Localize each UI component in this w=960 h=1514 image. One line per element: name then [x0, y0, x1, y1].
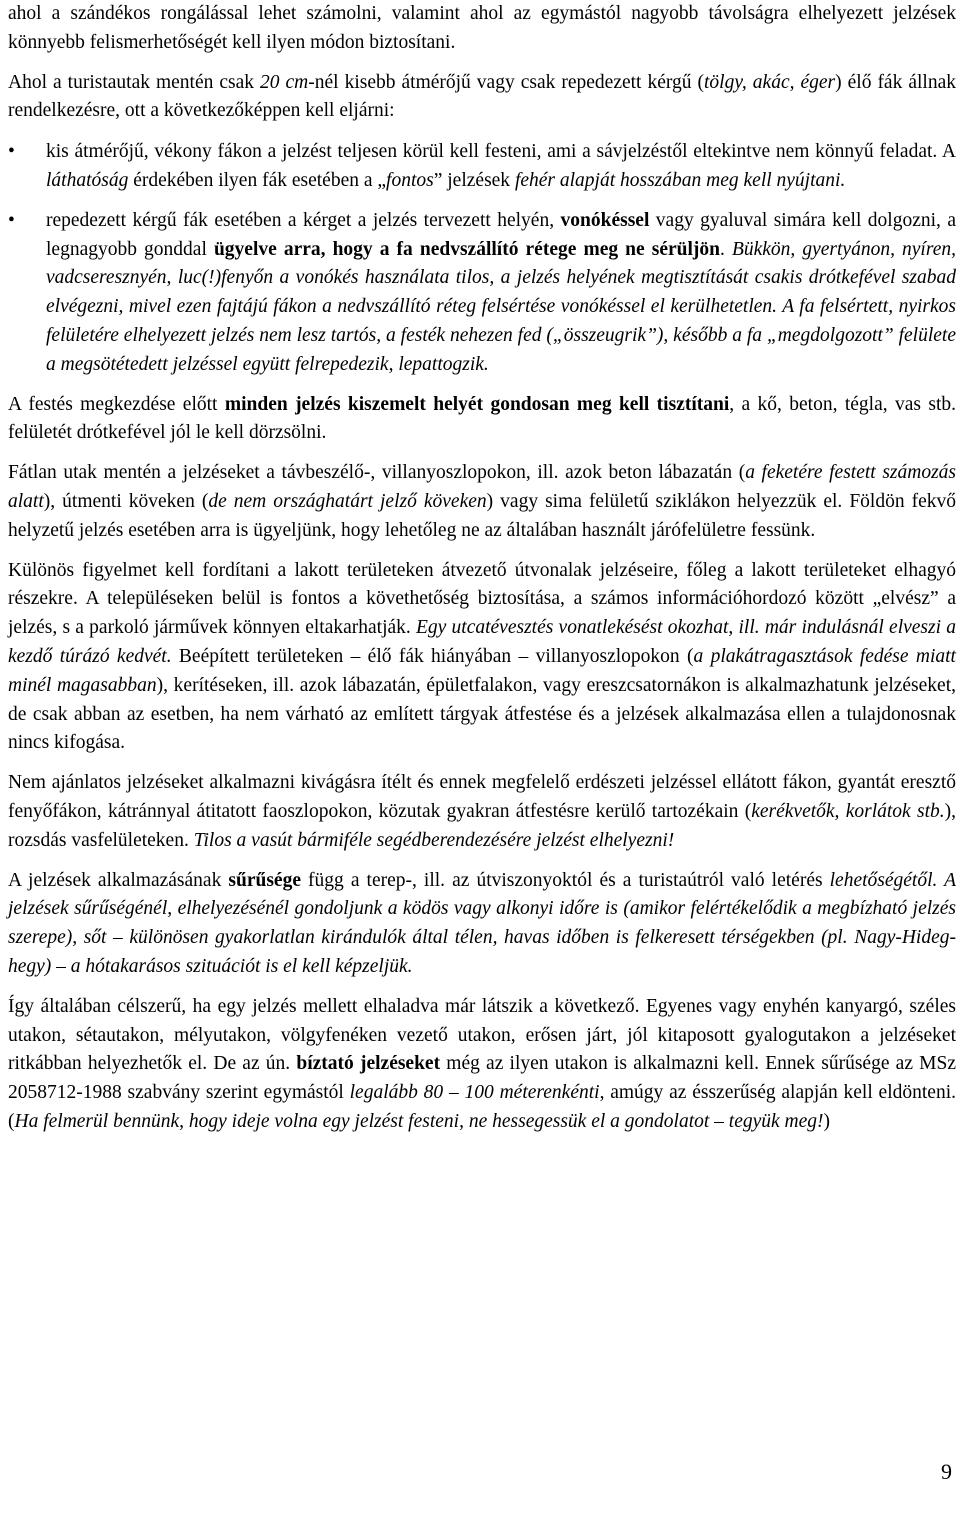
text-run: fontos — [386, 169, 434, 191]
text-run: Nem ajánlatos jelzéseket alkalmazni kivágásra ítélt és ennek megfelelő erdészeti jelzéssel ellátott fákon, gyantát eresztő fenyőfákon, kátránnyal átitatott faoszlopokon, közutak gyakran átfestésre kerülő tartozékain ( — [8, 772, 956, 822]
text-run: A festés megkezdése előtt — [8, 393, 225, 415]
text-run: ), útmenti köveken ( — [43, 490, 209, 512]
text-run: , amúgy az ésszerűség alapján kell eldönteni. ( — [8, 1082, 956, 1132]
text-run: repedezett kérgű fák esetében a kérget a jelzés tervezett helyén, — [46, 209, 561, 231]
list-item-text — [46, 210, 956, 375]
text-run: vonókéssel — [560, 209, 650, 231]
text-run: A jelzések alkalmazásának — [8, 869, 229, 891]
text-run: Fátlan utak mentén a jelzéseket a távbeszélő-, villanyoszlopokon, ill. azok beton lábazatán ( — [8, 462, 746, 484]
paragraph-cleaning — [8, 391, 956, 449]
text-run: bíztató jelzéseket — [296, 1053, 441, 1075]
text-run: láthatóság — [46, 169, 129, 191]
page-number: 9 — [941, 1459, 952, 1484]
text-run: ), rozsdás vasfelületeken. — [8, 800, 956, 851]
text-run: függ a terep-, ill. az útviszonyoktól és a turistaútról való letérés — [300, 869, 830, 891]
text-run: még az ilyen utakon is alkalmazni kell. Ennek sűrűsége az MSz 2058712-1988 szabvány szerint egymástól — [8, 1053, 956, 1104]
text-run: vagy gyaluval simára kell dolgozni, a legnagyobb gonddal — [46, 209, 956, 260]
text-run: Így általában célszerű, ha egy jelzés mellett elhaladva már látszik a következő. Egyenes vagy enyhén kanyargó, széles utakon, sétautakon, mélyutakon, völgyfenéken vezető utakon, erősen járt, jól kitaposott gyalogutakon a jelzéseket ritkábban helyezhetők el. De az ún. — [8, 995, 956, 1075]
text-run: ) — [823, 1110, 831, 1132]
text-run: Egy utcatévesztés vonatlekésést okozhat, ill. már indulásnál elveszi a kezdő túrázó kedvét. — [8, 617, 956, 667]
text-run: 20 cm — [260, 71, 309, 93]
text-run: ) élő fák állnak rendelkezésre, ott a következőképpen kell eljárni: — [8, 71, 956, 122]
text-run: tölgy, akác, éger — [704, 71, 836, 93]
text-run: ), kerítéseken, ill. azok lábazatán, épületfalakon, vagy ereszcsatornákon is alkalmazhatunk jelzéseket, de csak abban az esetben, ha nem várható az említett tárgyak átfestése és a jelzések alkalmazása ellen a tulajdonosnak nincs kifogása. — [8, 674, 956, 754]
list-item — [8, 138, 956, 196]
text-run: lehetőségétől. A jelzések sűrűségénél, elhelyezésénél gondoljunk a ködös vagy alkonyi időre is (amikor felértékelődik a megbízható jelzés szerepe), sőt – különösen gyakorlatlan kirándulók által télen, havas időben is felkeresett térségekben (pl. Nagy-Hideg-hegy) – a hótakarásos szituációt is el kell képzeljük. — [8, 869, 956, 977]
text-run: ) vagy sima felületű sziklákon helyezzük el. Földön fekvő helyzetű jelzés esetében arra is ügyeljünk, hogy lehetőleg ne az általában használt járófelületre fessünk. — [8, 490, 957, 541]
text-run: Ahol a turistautak mentén csak — [8, 71, 261, 93]
text-run: kerékvetők, korlátok stb. — [751, 800, 945, 822]
text-run: Tilos a vasút bármiféle segédberendezésére jelzést elhelyezni! — [193, 829, 675, 851]
bullet-list — [8, 138, 956, 379]
bullet-glyph: • — [8, 209, 15, 231]
text-run: kis átmérőjű, vékony fákon a jelzést teljesen körül kell festeni, ami a sávjelzéstől eltekintve nem könnyű feladat. A — [46, 141, 956, 163]
text-run: legalább 80 – 100 méterenkénti — [349, 1082, 600, 1104]
list-item-text — [46, 141, 956, 191]
text-run: a plakátragasztások fedése miatt minél magasabban — [8, 645, 956, 696]
text-run: Ha felmerül bennünk, hogy ideje volna egy jelzést festeni, ne hessegessük el a gondolatot – tegyük meg! — [14, 1110, 824, 1132]
text-run: sűrűsége — [228, 869, 301, 891]
text-run: a feketére festett számozás alatt — [8, 462, 957, 512]
text-run: fehér alapját hosszában meg kell nyújtani. — [514, 169, 846, 191]
paragraph-density — [8, 867, 956, 982]
text-run: Különös figyelmet kell fordítani a lakott területeken átvezető útvonalak jelzéseire, főleg a lakott területeket elhagyó részekre. A településeken belül is fontos a követhetőség biztosítása, a számos információhordozó között „elvész” a jelzés, s a parkoló járművek könnyen eltakarhatják. — [8, 559, 956, 639]
paragraph-built-up-areas — [8, 557, 956, 759]
text-run: ahol a szándékos rongálással lehet számolni, valamint ahol az egymástól nagyobb távolságra elhelyezett jelzések könnyebb felismerhetőségét kell ilyen módon biztosítani. — [8, 3, 956, 53]
text-run: Beépített területeken – élő fák hiányában – villanyoszlopokon ( — [171, 645, 694, 667]
document-page — [8, 0, 956, 1137]
text-run: -nél kisebb átmérőjű vagy csak repedezett kérgű ( — [308, 71, 704, 93]
bullet-glyph: • — [8, 141, 15, 163]
list-item — [8, 207, 956, 380]
text-run: minden jelzés kiszemelt helyét gondosan meg kell tisztítani — [224, 393, 730, 415]
paragraph-treeless-roads — [8, 459, 956, 545]
paragraph-thin-trees — [8, 69, 956, 127]
text-run: ügyelve arra, hogy a fa nedvszállító rétege meg ne sérüljön — [213, 238, 720, 260]
paragraph-intro — [8, 0, 956, 58]
text-run: ” jelzések — [433, 169, 515, 191]
text-run: , a kő, beton, tégla, vas stb. felületét drótkefével jól le kell dörzsölni. — [8, 393, 956, 444]
text-run: de nem országhatárt jelző köveken — [208, 490, 487, 512]
text-run: . — [720, 238, 732, 260]
text-run: érdekében ilyen fák esetében a „ — [128, 169, 387, 191]
paragraph-spacing — [8, 993, 956, 1137]
paragraph-not-recommended — [8, 769, 956, 855]
text-run: Bükkön, gyertyánon, nyíren, vadcseresznyén, luc(!)fenyőn a vonókés használata tilos, a jelzés helyének megtisztítását csakis drótkefével szabad elvégezni, mivel ezen fajtájú fákon a nedvszállító réteg felsértése vonókéssel el kerülhetetlen. A fa felsértett, nyirkos felületére elhelyezett jelzés nem lesz tartós, a festék nehezen fed („összeugrik”), később a fa „megdolgozott” felülete a megsötétedett jelzéssel együtt felrepedezik, lepattogzik. — [46, 238, 956, 375]
